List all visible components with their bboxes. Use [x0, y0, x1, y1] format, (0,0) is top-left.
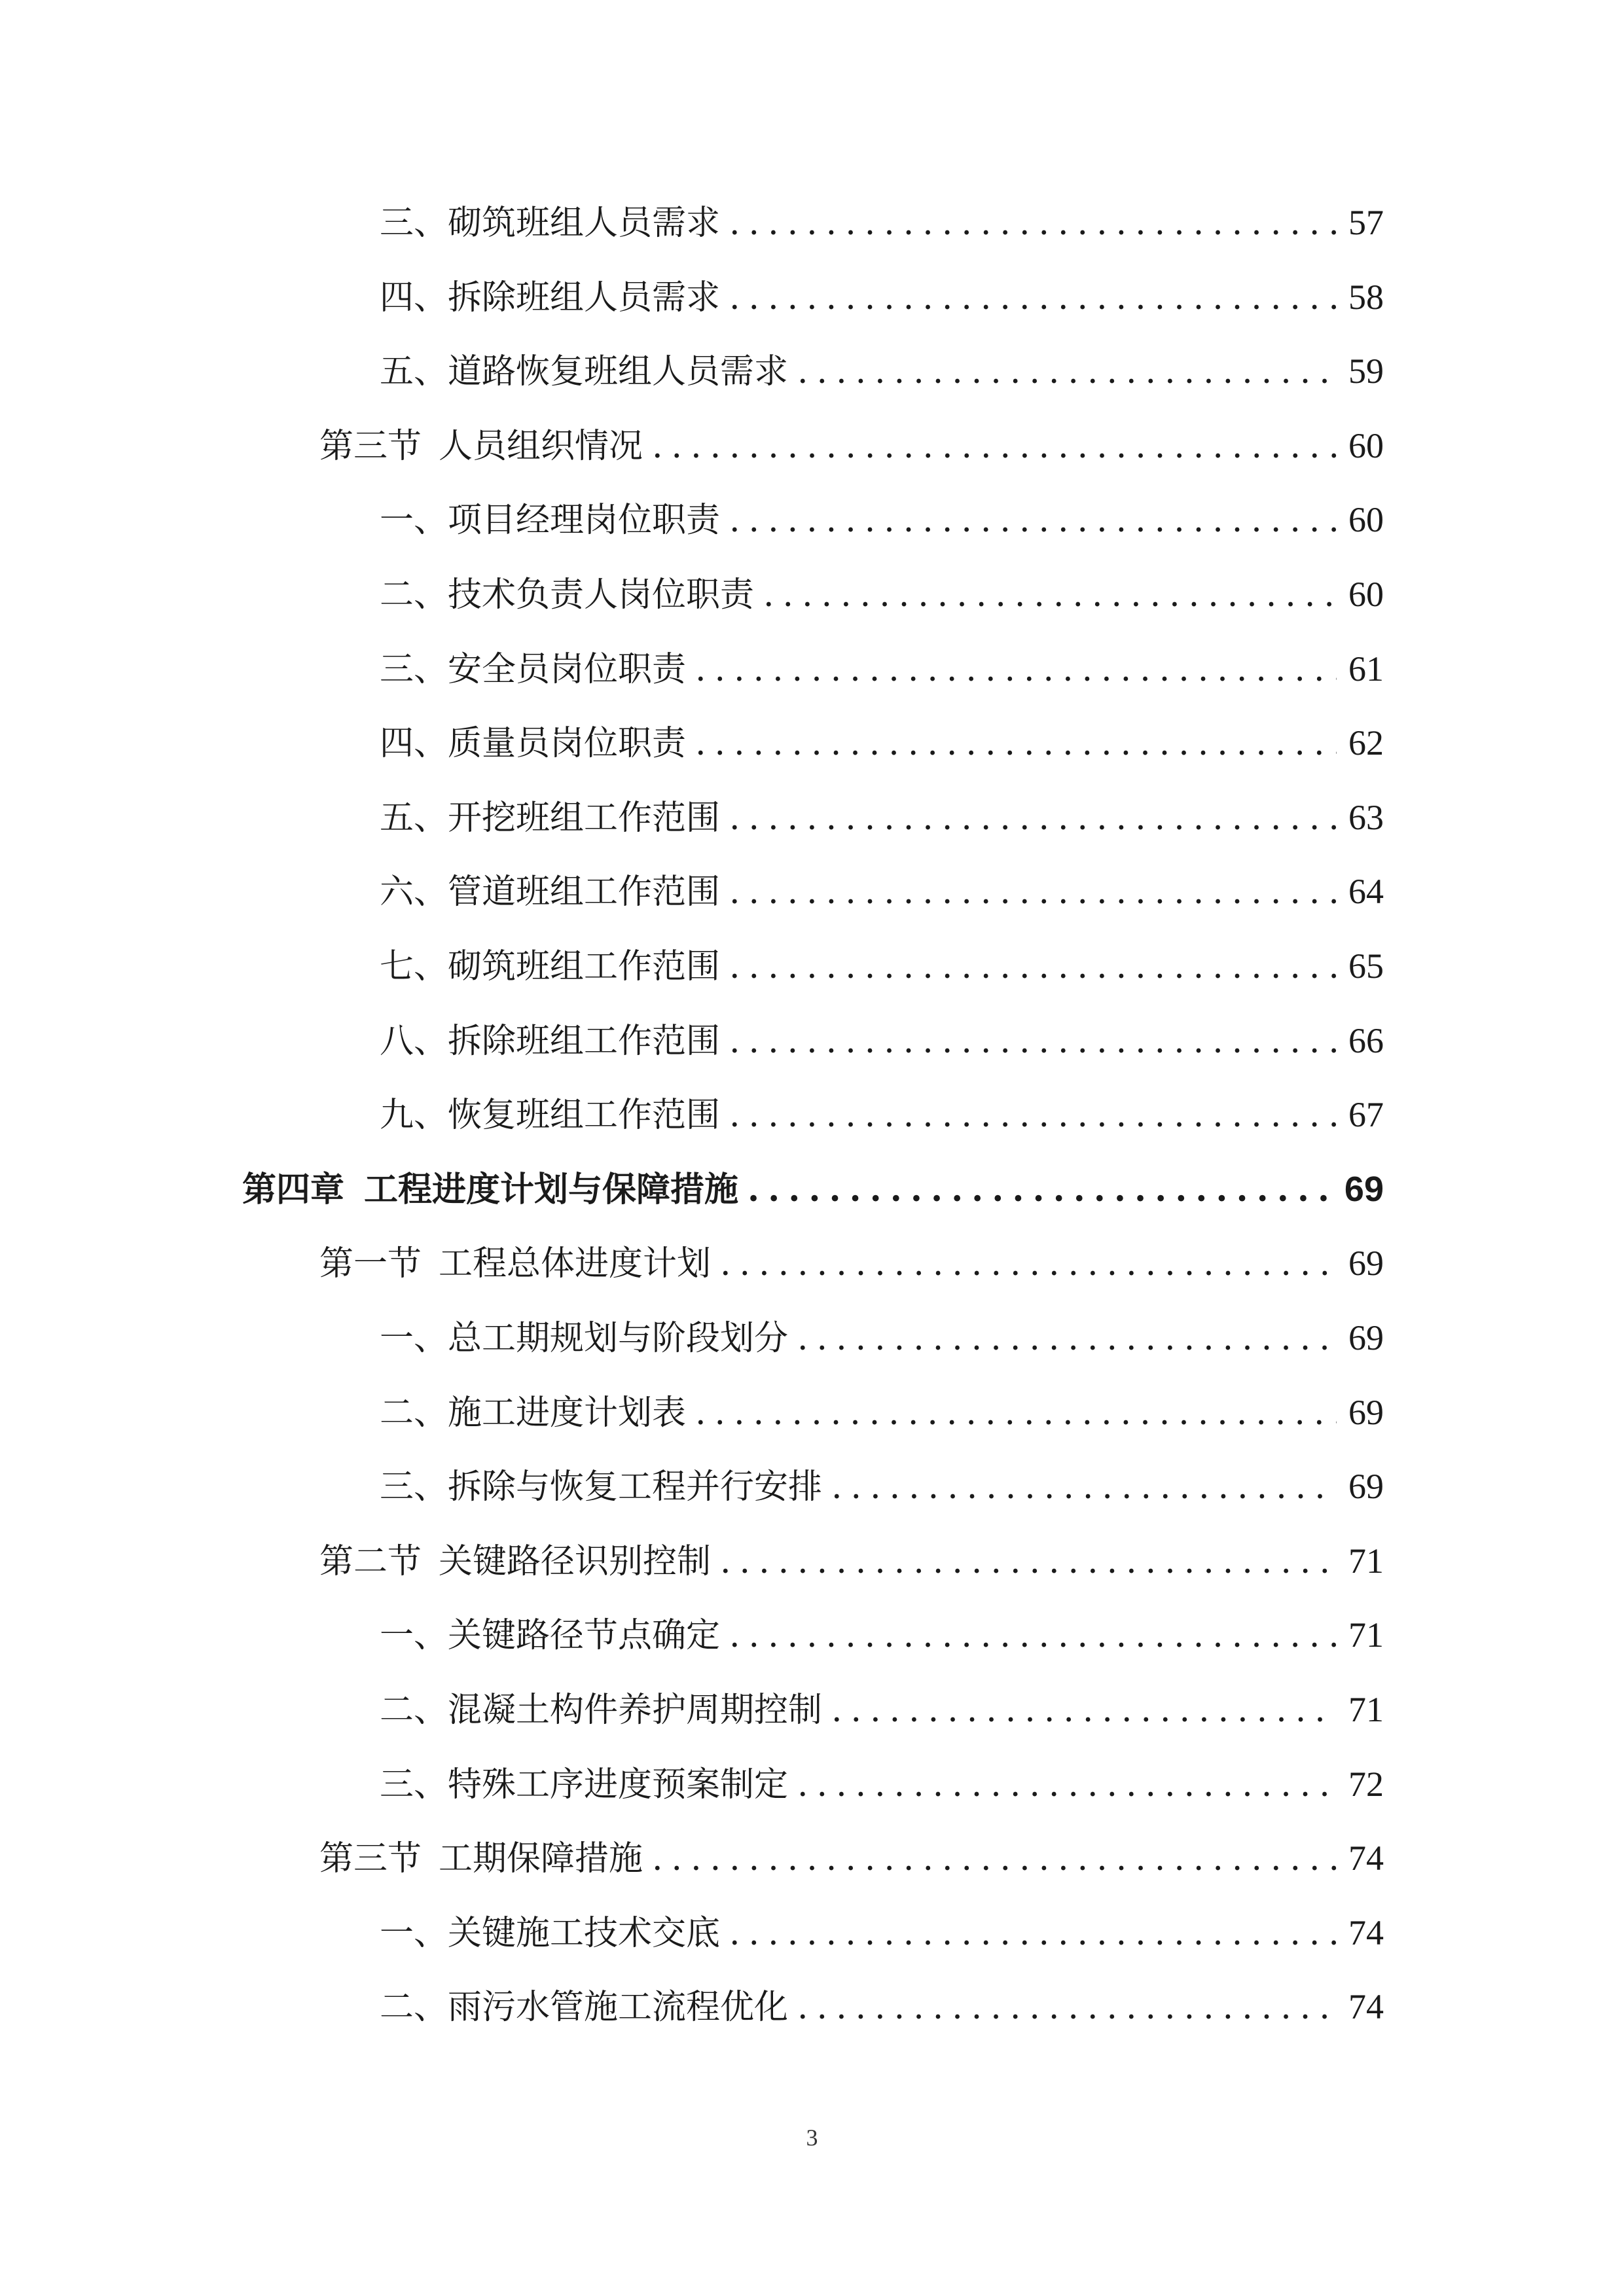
toc-entry-item[interactable]: [380, 1457, 1384, 1516]
toc-entry-page: 67: [1348, 1095, 1384, 1135]
toc-entry-item[interactable]: [380, 713, 1384, 772]
section-number: 第三节: [319, 426, 422, 466]
toc-entry-item[interactable]: [380, 1085, 1384, 1144]
toc-entry-page: 60: [1348, 425, 1384, 465]
toc-entry-title: 一、关键路径节点确定: [380, 1616, 721, 1656]
toc-entry-page: 61: [1348, 649, 1384, 689]
toc-entry-page: 69: [1348, 1244, 1384, 1283]
toc-entry-page: 64: [1348, 872, 1384, 912]
dot-leader: [652, 1829, 1337, 1888]
toc-entry-item[interactable]: [380, 565, 1384, 624]
toc-entry-title: 二、雨污水管施工流程优化: [380, 1988, 789, 2028]
toc-entry-item[interactable]: [380, 1383, 1384, 1442]
dot-leader: [695, 640, 1337, 699]
toc-entry-section[interactable]: [319, 1829, 1384, 1888]
dot-leader: [831, 1458, 1337, 1516]
dot-leader: [729, 1086, 1337, 1145]
toc-entry-title: 二、技术负责人岗位职责: [380, 575, 755, 615]
section-number: 第二节: [319, 1541, 422, 1581]
toc-entry-title: 一、总工期规划与阶段划分: [380, 1319, 789, 1358]
toc-entry-item[interactable]: [380, 1755, 1384, 1814]
toc-entry-page: 60: [1348, 575, 1384, 614]
section-title: 工期保障措施: [439, 1839, 643, 1879]
section-number: 第三节: [319, 1839, 422, 1879]
toc-entry-title: 二、施工进度计划表: [380, 1393, 687, 1433]
toc-entry-title: 四、拆除班组人员需求: [380, 278, 721, 317]
dot-leader: [729, 194, 1337, 253]
toc-entry-page: 66: [1348, 1020, 1384, 1060]
dot-leader: [729, 863, 1337, 922]
toc-entry-page: 60: [1348, 500, 1384, 540]
page-number: 3: [806, 2125, 818, 2151]
toc-entry-page: 71: [1348, 1690, 1384, 1729]
dot-leader: [695, 1384, 1337, 1443]
toc-entry-item[interactable]: [380, 1605, 1384, 1664]
toc-entry-item[interactable]: [380, 862, 1384, 921]
dot-leader: [695, 714, 1337, 773]
toc-entry-page: 69: [1344, 1169, 1384, 1209]
toc-entry-page: 71: [1348, 1541, 1384, 1581]
toc-entry-title: 二、混凝土构件养护周期控制: [380, 1691, 823, 1730]
dot-leader: [729, 937, 1337, 996]
dot-leader: [652, 417, 1337, 476]
dot-leader: [729, 1012, 1337, 1071]
toc-entry-title: 五、道路恢复班组人员需求: [380, 352, 789, 392]
toc-entry-title: [319, 1532, 711, 1591]
dot-leader: [797, 342, 1337, 401]
toc-entry-page: 57: [1348, 203, 1384, 242]
dot-leader: [720, 1234, 1337, 1293]
toc-entry-page: 74: [1348, 1987, 1384, 2027]
toc-entry-item[interactable]: [380, 937, 1384, 996]
toc-entry-chapter[interactable]: [242, 1160, 1384, 1219]
toc-entry-title: 一、关键施工技术交底: [380, 1913, 721, 1953]
toc-entry-item[interactable]: [380, 1903, 1384, 1962]
toc-entry-page: 69: [1348, 1467, 1384, 1507]
toc-entry-item[interactable]: [380, 193, 1384, 252]
toc-entry-title: 三、特殊工序进度预案制定: [380, 1765, 789, 1804]
dot-leader: [729, 1904, 1337, 1963]
toc-entry-section[interactable]: [319, 1234, 1384, 1293]
toc-entry-section[interactable]: [319, 1532, 1384, 1590]
toc-entry-title: 七、砌筑班组工作范围: [380, 947, 721, 986]
section-title: 工程总体进度计划: [439, 1244, 712, 1284]
toc-entry-page: 62: [1348, 723, 1384, 763]
toc-entry-page: 58: [1348, 277, 1384, 317]
section-title: 人员组织情况: [439, 426, 643, 466]
toc-entry-item[interactable]: [380, 1977, 1384, 2036]
toc-entry-title: 六、管道班组工作范围: [380, 872, 721, 912]
toc-entry-title: 八、拆除班组工作范围: [380, 1021, 721, 1061]
toc-entry-title: 一、项目经理岗位职责: [380, 501, 721, 541]
toc-entry-page: 74: [1348, 1839, 1384, 1878]
toc-entry-page: 74: [1348, 1912, 1384, 1952]
toc-entry-title: [242, 1160, 738, 1219]
toc-entry-item[interactable]: [380, 788, 1384, 847]
toc-entry-section[interactable]: [319, 416, 1384, 475]
toc-entry-title: 九、恢复班组工作范围: [380, 1096, 721, 1136]
toc-entry-page: 72: [1348, 1764, 1384, 1804]
section-number: 第一节: [319, 1244, 422, 1284]
dot-leader: [763, 565, 1337, 624]
chapter-title: 工程进度计划与保障措施: [364, 1169, 739, 1210]
dot-leader: [748, 1160, 1333, 1219]
dot-leader: [797, 1978, 1337, 2037]
toc-entry-item[interactable]: [380, 268, 1384, 327]
dot-leader: [729, 1606, 1337, 1665]
dot-leader: [797, 1755, 1337, 1814]
toc-entry-page: 59: [1348, 351, 1384, 391]
toc-entry-item[interactable]: [380, 342, 1384, 401]
toc-entry-title: 三、拆除与恢复工程并行安排: [380, 1467, 823, 1507]
dot-leader: [797, 1309, 1337, 1368]
dot-leader: [720, 1532, 1337, 1591]
toc-entry-title: [319, 1829, 643, 1888]
toc-entry-item[interactable]: [380, 490, 1384, 549]
toc-entry-page: 63: [1348, 797, 1384, 837]
toc-entry-item[interactable]: [380, 1680, 1384, 1739]
toc-entry-page: 69: [1348, 1318, 1384, 1357]
toc-entry-page: 71: [1348, 1615, 1384, 1655]
section-title: 关键路径识别控制: [439, 1541, 712, 1581]
toc-entry-page: 65: [1348, 946, 1384, 986]
chapter-number: 第四章: [242, 1169, 345, 1210]
toc-entry-title: 五、开挖班组工作范围: [380, 798, 721, 838]
toc-entry-title: 三、砌筑班组人员需求: [380, 204, 721, 243]
toc-entry-title: [319, 417, 643, 476]
toc-entry-item[interactable]: [380, 1308, 1384, 1367]
dot-leader: [831, 1681, 1337, 1740]
toc-entry-title: [319, 1234, 711, 1293]
dot-leader: [729, 789, 1337, 848]
toc-entry-item[interactable]: [380, 1011, 1384, 1070]
toc-entry-page: 69: [1348, 1392, 1384, 1432]
dot-leader: [729, 268, 1337, 327]
toc-entry-title: 三、安全员岗位职责: [380, 649, 687, 689]
toc-entry-item[interactable]: [380, 639, 1384, 698]
toc-entry-title: 四、质量员岗位职责: [380, 724, 687, 764]
dot-leader: [729, 491, 1337, 550]
